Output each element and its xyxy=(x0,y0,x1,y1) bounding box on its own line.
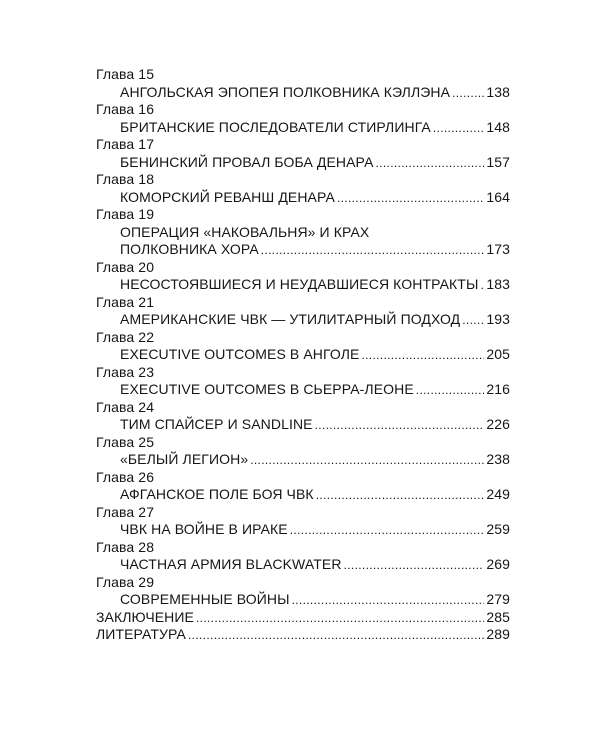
dot-leader xyxy=(337,190,484,208)
dot-leader xyxy=(290,522,485,540)
page-number: 157 xyxy=(486,153,510,170)
page-number: 279 xyxy=(486,591,510,607)
dot-leader xyxy=(416,382,485,400)
toc-chapter xyxy=(96,434,510,469)
chapter-title: ТИМ СПАЙСЕР И SANDLINE xyxy=(120,416,313,432)
dot-leader xyxy=(344,557,485,575)
toc-entry xyxy=(96,311,510,329)
chapter-title: АМЕРИКАНСКИЕ ЧВК — УТИЛИТАРНЫЙ ПОДХОД xyxy=(120,311,461,327)
page-number: 249 xyxy=(486,486,510,502)
chapter-number-label: Глава 19 xyxy=(96,206,155,222)
toc-chapter xyxy=(96,171,510,206)
dot-leader xyxy=(292,592,485,610)
toc-entry xyxy=(96,119,510,137)
toc-chapter xyxy=(96,364,510,399)
chapter-number-label: Глава 28 xyxy=(96,538,155,555)
toc-entry xyxy=(96,84,510,102)
chapter-number-label: Глава 18 xyxy=(96,171,155,187)
toc-chapter xyxy=(96,136,510,171)
page-number: 193 xyxy=(486,311,510,327)
dot-leader xyxy=(261,242,485,260)
toc-entry xyxy=(96,451,510,469)
toc-chapter xyxy=(96,574,510,609)
page-number: 259 xyxy=(486,521,510,537)
toc-chapter xyxy=(96,399,510,434)
page-number: 289 xyxy=(486,626,510,642)
dot-leader xyxy=(196,610,484,628)
chapter-title-line: ОПЕРАЦИЯ «НАКОВАЛЬНЯ» И КРАХ xyxy=(120,223,370,240)
page-number: 226 xyxy=(486,416,510,432)
chapter-number-label: Глава 27 xyxy=(96,503,155,520)
toc-entry xyxy=(96,189,510,207)
chapter-number-label: Глава 21 xyxy=(96,293,155,310)
dot-leader xyxy=(462,312,484,330)
toc-entry-back-matter xyxy=(96,626,510,644)
toc-chapter xyxy=(96,329,510,364)
toc-entry xyxy=(96,486,510,504)
page-number: 164 xyxy=(486,188,510,205)
toc-chapter xyxy=(96,504,510,539)
chapter-number-label: Глава 15 xyxy=(96,66,155,82)
toc-chapter xyxy=(96,101,510,136)
toc-chapter xyxy=(96,469,510,504)
section-title: ЗАКЛЮЧЕНИЕ xyxy=(96,608,194,625)
chapter-number-label: Глава 22 xyxy=(96,328,155,345)
page-number: 183 xyxy=(486,276,510,292)
chapter-number-label: Глава 24 xyxy=(96,398,155,415)
dot-leader xyxy=(316,487,485,505)
dot-leader xyxy=(452,85,484,103)
chapter-title: АФГАНСКОЕ ПОЛЕ БОЯ ЧВК xyxy=(120,486,314,502)
chapter-title: «БЕЛЫЙ ЛЕГИОН» xyxy=(120,451,249,467)
toc-entry xyxy=(96,521,510,539)
dot-leader xyxy=(315,417,485,435)
table-of-contents xyxy=(96,66,510,644)
page-number: 205 xyxy=(486,346,510,362)
page-number: 148 xyxy=(486,118,510,135)
toc-entry xyxy=(96,346,510,364)
toc-entry xyxy=(96,276,510,294)
page-number: 238 xyxy=(486,451,510,467)
chapter-title: ПОЛКОВНИКА ХОРА xyxy=(120,241,259,257)
page-number: 173 xyxy=(486,241,510,257)
chapter-number-label: Глава 23 xyxy=(96,363,155,380)
toc-entry xyxy=(96,556,510,574)
chapter-number-label: Глава 20 xyxy=(96,258,155,275)
page-number: 285 xyxy=(486,608,510,625)
chapter-title: АНГОЛЬСКАЯ ЭПОПЕЯ ПОЛКОВНИКА КЭЛЛЭНА xyxy=(120,83,451,100)
toc-entry-back-matter xyxy=(96,609,510,627)
chapter-number-label: Глава 26 xyxy=(96,468,155,485)
dot-leader xyxy=(433,120,484,138)
toc-chapter xyxy=(96,294,510,329)
chapter-number-label: Глава 29 xyxy=(96,573,155,590)
dot-leader xyxy=(361,347,484,365)
dot-leader xyxy=(376,155,485,173)
toc-chapter xyxy=(96,206,510,259)
chapter-title: БРИТАНСКИЕ ПОСЛЕДОВАТЕЛИ СТИРЛИНГА xyxy=(120,118,431,135)
toc-chapter xyxy=(96,259,510,294)
chapter-title: ЧАСТНАЯ АРМИЯ BLACKWATER xyxy=(120,556,342,572)
chapter-number-label: Глава 17 xyxy=(96,136,155,152)
dot-leader xyxy=(188,627,484,645)
chapter-number-label: Глава 16 xyxy=(96,101,155,117)
section-title: ЛИТЕРАТУРА xyxy=(96,626,186,642)
toc-entry xyxy=(96,154,510,172)
toc-entry xyxy=(96,416,510,434)
chapter-title: EXECUTIVE OUTCOMES В СЬЕРРА-ЛЕОНЕ xyxy=(120,381,414,397)
toc-entry xyxy=(96,591,510,609)
dot-leader xyxy=(480,277,484,295)
toc-chapter xyxy=(96,539,510,574)
chapter-title: EXECUTIVE OUTCOMES В АНГОЛЕ xyxy=(120,346,360,362)
toc-entry xyxy=(96,241,510,259)
chapter-title: СОВРЕМЕННЫЕ ВОЙНЫ xyxy=(120,591,290,607)
toc-chapter xyxy=(96,66,510,101)
toc-entry xyxy=(96,381,510,399)
page-number: 269 xyxy=(486,556,510,572)
chapter-title: КОМОРСКИЙ РЕВАНШ ДЕНАРА xyxy=(120,188,335,205)
chapter-number-label: Глава 25 xyxy=(96,433,155,450)
chapter-title: НЕСОСТОЯВШИЕСЯ И НЕУДАВШИЕСЯ КОНТРАКТЫ xyxy=(120,276,479,292)
dot-leader xyxy=(250,452,484,470)
chapter-title: ЧВК НА ВОЙНЕ В ИРАКЕ xyxy=(120,521,288,537)
page-number: 216 xyxy=(486,381,510,397)
page-number: 138 xyxy=(486,83,510,100)
chapter-title: БЕНИНСКИЙ ПРОВАЛ БОБА ДЕНАРА xyxy=(120,153,374,170)
